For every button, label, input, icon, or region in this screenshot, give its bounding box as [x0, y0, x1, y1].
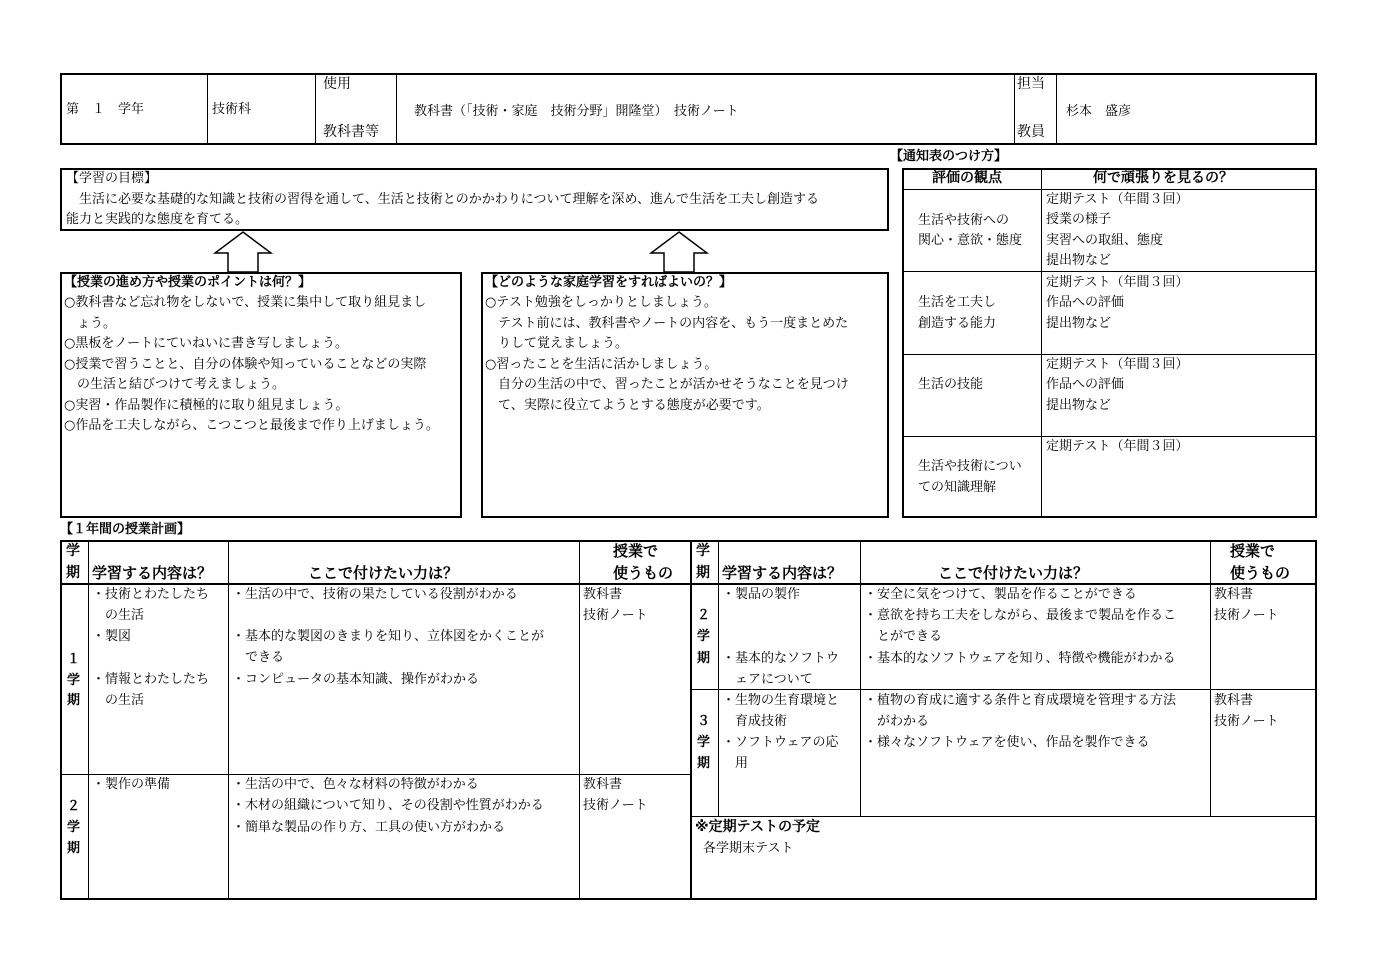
- plan-head-ability: ここで付けたい力は？: [308, 564, 459, 582]
- term-label: 期: [67, 693, 81, 708]
- goal-line-1: 生活に必要な基礎的な知識と技術の習得を通して、生活と技術とのかかわりについて理解を深め、進んで生活を工夫し創造する: [66, 192, 819, 207]
- ability-line: ・コンピュータの基本知識、操作がわかる: [232, 672, 480, 687]
- viewpoint-label: 生活や技術につい: [918, 459, 1022, 474]
- ability-line: ・様々なソフトウェアを使い、作品を製作できる: [864, 735, 1150, 750]
- content-line: ・製作の準備: [92, 777, 171, 792]
- up-arrow-left-icon: [213, 231, 273, 273]
- textbook-value: 教科書（「技術・家庭 技術分野」開隆堂） 技術ノート: [414, 104, 739, 119]
- ability-line: ・植物の育成に適する条件と育成環境を管理する方法: [864, 693, 1177, 708]
- home-study-line: 自分の生活の中で、習ったことが活かせそうなことを見つけ: [485, 377, 849, 392]
- use-line: 教科書: [583, 587, 623, 602]
- ability-line: ・基本的な製図のきまりを知り、立体図をかくことが: [232, 629, 545, 644]
- term-label: 期: [67, 841, 81, 856]
- term-label: ２: [67, 799, 81, 814]
- ability-line: ・基本的なソフトウェアを知り、特徴や機能がわかる: [864, 651, 1176, 666]
- grade-label: 第 １ 学年: [66, 102, 145, 117]
- content-line: ・情報とわたしたち: [92, 672, 210, 687]
- points-line: ○実習・作品製作に積極的に取り組見ましょう。: [64, 398, 349, 413]
- points-line: の生活と結びつけて考えましょう。: [64, 377, 286, 392]
- goal-title: 【学習の目標】: [66, 171, 158, 186]
- viewpoint-label: 関心・意欲・態度: [918, 233, 1023, 248]
- home-study-line: りして覚えましょう。: [485, 336, 629, 351]
- method-item: 定期テスト（年間３回）: [1046, 439, 1189, 454]
- home-study-line: テスト前には、教科書やノートの内容を、もう一度まとめた: [485, 316, 849, 331]
- method-item: 定期テスト（年間３回）: [1046, 192, 1189, 207]
- ability-line: ・簡単な製品の作り方、工具の使い方がわかる: [232, 820, 506, 835]
- evaluation-col-method: 何で頑張りを見るの？: [1093, 170, 1233, 186]
- method-item: 作品への評価: [1046, 295, 1125, 310]
- evaluation-col-viewpoint: 評価の観点: [932, 170, 1002, 186]
- viewpoint-label: 創造する能力: [918, 316, 997, 331]
- viewpoint-label: ての知識理解: [918, 480, 997, 495]
- home-study-title: 【どのような家庭学習をすればよいの？】: [485, 275, 733, 290]
- plan-head-use: 使うもの: [613, 564, 674, 582]
- plan-head-use: 授業で: [1230, 542, 1276, 560]
- teacher-value: 杉本 盛彦: [1066, 104, 1132, 119]
- points-line: ○黒板をノートにていねいに書き写しましょう。: [64, 336, 348, 351]
- textbook-label-bottom: 教科書等: [323, 124, 379, 140]
- term-label: 学: [67, 673, 81, 688]
- content-line: 用: [722, 756, 749, 771]
- viewpoint-label: 生活や技術への: [918, 213, 1010, 228]
- term-label: 期: [697, 651, 711, 666]
- ability-line: ・木材の組織について知り、その役割や性質がわかる: [232, 798, 544, 813]
- term-label: ３: [697, 714, 711, 729]
- term-label: １: [67, 652, 81, 667]
- teacher-label-bottom: 教員: [1017, 124, 1045, 140]
- points-title: 【授業の進め方や授業のポイントは何？】: [64, 275, 312, 290]
- ability-line: とができる: [864, 629, 943, 644]
- content-line: ・基本的なソフトウ: [722, 651, 840, 666]
- use-line: 技術ノート: [1214, 714, 1279, 729]
- content-line: ・生物の生育環境と: [722, 693, 840, 708]
- viewpoint-label: 生活の技能: [918, 377, 984, 392]
- test-schedule-value: 各学期末テスト: [703, 841, 794, 856]
- home-study-line: ○テスト勉強をしっかりとしましょう。: [485, 295, 717, 310]
- method-item: 作品への評価: [1046, 377, 1125, 392]
- content-line: ・製図: [92, 629, 132, 644]
- up-arrow-right-icon: [649, 231, 709, 273]
- points-line: ○作品を工夫しながら、こつこつと最後まで作り上げましょう。: [64, 418, 439, 433]
- use-line: 教科書: [1214, 587, 1254, 602]
- ability-line: ・安全に気をつけて、製品を作ることができる: [864, 587, 1137, 602]
- points-line: ょう。: [64, 316, 117, 331]
- method-item: 定期テスト（年間３回）: [1046, 275, 1189, 290]
- use-line: 教科書: [1214, 693, 1254, 708]
- term-label: 学: [67, 820, 81, 835]
- textbook-label-top: 使用: [323, 76, 351, 92]
- plan-head-term: 学: [66, 543, 80, 559]
- ability-line: がわかる: [864, 714, 930, 729]
- term-label: 学: [697, 629, 711, 644]
- plan-head-use: 使うもの: [1230, 564, 1291, 582]
- content-line: ・ソフトウェアの応: [722, 735, 839, 750]
- plan-head-term: 学: [696, 543, 710, 559]
- use-line: 教科書: [583, 777, 623, 792]
- use-line: 技術ノート: [583, 798, 648, 813]
- method-item: 提出物など: [1046, 253, 1112, 268]
- term-label: ２: [697, 608, 711, 623]
- home-study-line: て、実際に役立てようとする態度が必要です。: [485, 398, 770, 413]
- goal-line-2: 能力と実践的な態度を育てる。: [66, 212, 249, 227]
- home-study-line: ○習ったことを生活に活かしましょう。: [485, 357, 718, 372]
- plan-head-use: 授業で: [613, 542, 659, 560]
- plan-title: 【１年間の授業計画】: [60, 522, 191, 537]
- content-line: 育成技術: [722, 714, 788, 729]
- content-line: ・技術とわたしたち: [92, 587, 210, 602]
- plan-head-content: 学習する内容は？: [92, 564, 213, 582]
- subject-label: 技術科: [212, 102, 252, 117]
- plan-head-content: 学習する内容は？: [722, 564, 843, 582]
- viewpoint-label: 生活を工夫し: [918, 295, 997, 310]
- teacher-label-top: 担当: [1017, 76, 1045, 92]
- method-item: 提出物など: [1046, 398, 1112, 413]
- content-line: ・製品の製作: [722, 587, 801, 602]
- ability-line: ・生活の中で、色々な材料の特徴がわかる: [232, 777, 479, 792]
- method-item: 提出物など: [1046, 316, 1112, 331]
- use-line: 技術ノート: [583, 608, 648, 623]
- plan-head-ability: ここで付けたい力は？: [938, 564, 1089, 582]
- method-item: 実習への取組、態度: [1046, 233, 1164, 248]
- test-schedule-title: ※定期テストの予定: [695, 819, 821, 835]
- ability-line: ・意欲を持ち工夫をしながら、最後まで製品を作るこ: [864, 608, 1177, 623]
- ability-line: ・生活の中で、技術の果たしている役割がわかる: [232, 587, 518, 602]
- term-label: 学: [697, 735, 711, 750]
- content-line: の生活: [92, 608, 145, 623]
- content-line: の生活: [92, 693, 145, 708]
- ability-line: できる: [232, 650, 285, 665]
- use-line: 技術ノート: [1214, 608, 1279, 623]
- points-line: ○教科書など忘れ物をしないで、授業に集中して取り組見まし: [64, 295, 427, 310]
- plan-head-term: 期: [696, 565, 710, 581]
- term-label: 期: [697, 756, 711, 771]
- method-item: 授業の様子: [1046, 212, 1112, 227]
- method-item: 定期テスト（年間３回）: [1046, 357, 1189, 372]
- evaluation-title: 【通知表のつけ方】: [890, 149, 1008, 164]
- plan-head-term: 期: [66, 565, 80, 581]
- content-line: ェアについて: [722, 672, 813, 687]
- points-line: ○授業で習うことと、自分の体験や知っていることなどの実際: [64, 357, 427, 372]
